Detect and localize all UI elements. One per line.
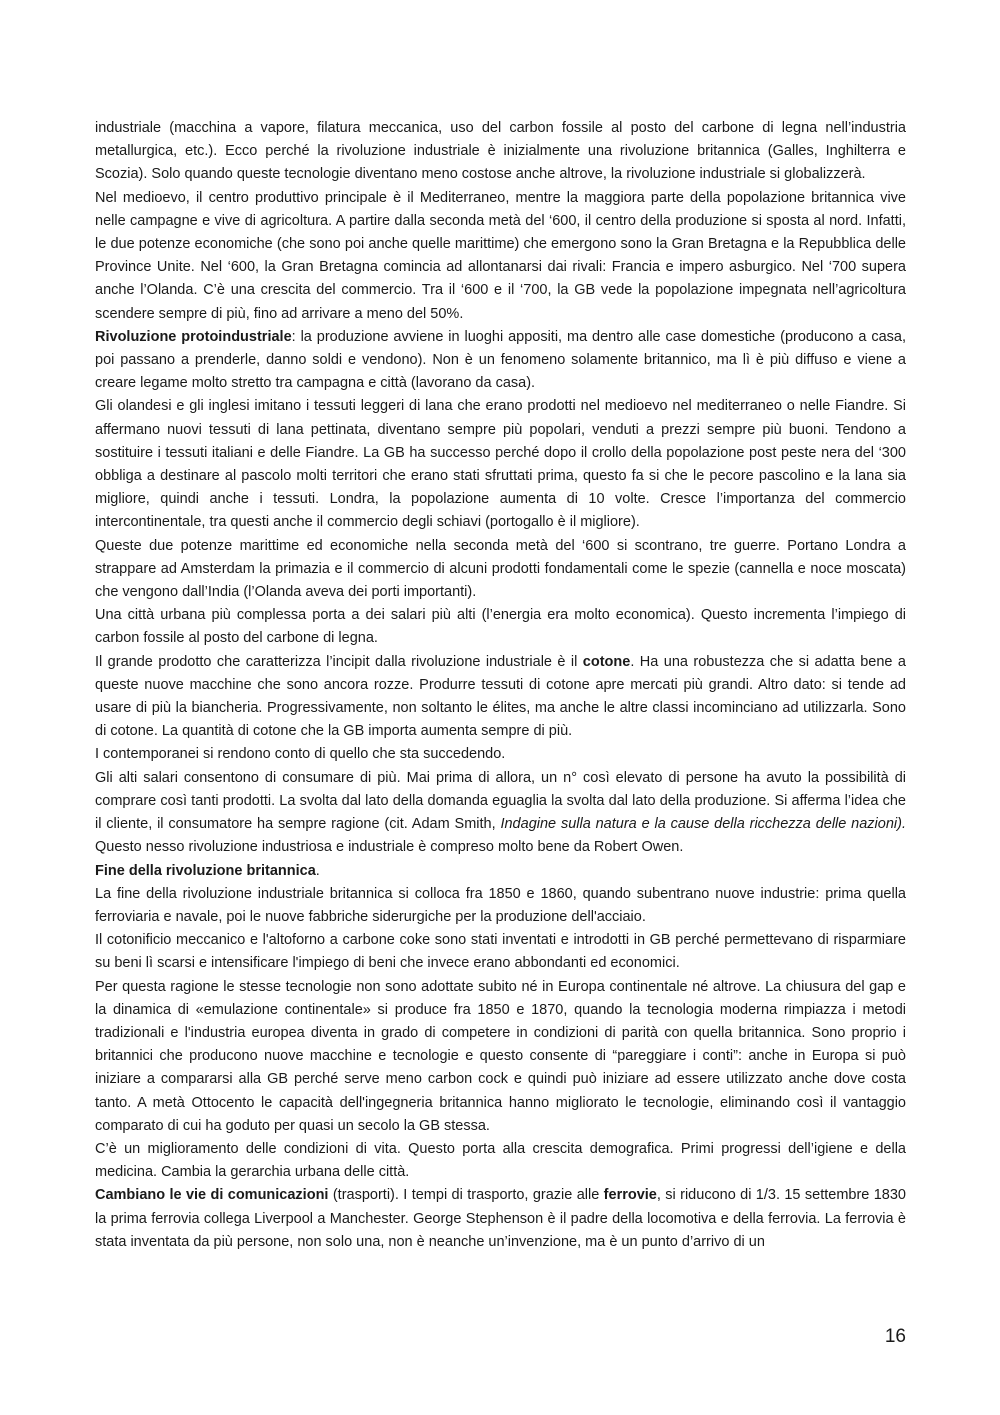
paragraph: Per questa ragione le stesse tecnologie non sono adottate subito né in Europa continentale né altrove. La chiusura del gap e la dinamica di «emulazione continentale» si produce fra 1850 e 1870, quando la tecnologia moderna rimpiazza i metodi tradizionali e l'industria europea diventa in grado di competere in condizioni di parità con quella britannica. Sono proprio i britannici che producono nuove macchine e tecnologie e questo consente di “pareggiare i conti”: anche in Europa si può iniziare a compararsi alla GB perché serve meno carbon cock e quindi può iniziare ad essere utilizzato anche dove costa tanto. A metà Ottocento le capacità dell'ingegneria britannica hanno migliorato le tecnologie, eliminando così il vantaggio comparato di cui ha goduto per quasi un secolo la GB stessa. xyxy=(95,978,906,1134)
paragraph-text: (trasporti). I tempi di trasporto, grazie alle xyxy=(328,1187,604,1204)
paragraph xyxy=(95,860,906,883)
book-title: Indagine sulla natura e la cause della ricchezza delle nazioni). xyxy=(500,816,906,833)
paragraph-text: . Ha una robustezza che si adatta bene a queste nuove macchine che sono ancora rozze. Produrre tessuti di cotone apre mercati più grandi. Altro dato: si tende ad usare di più la biancheria. Progressivamente, non soltanto le élites, ma anche le altre classi incominciano ad utilizzarla. Sono di cotone. La quantità di cotone che la GB importa aumenta sempre di più. xyxy=(95,653,906,740)
page-number: 16 xyxy=(884,1326,906,1347)
heading-communication-routes: Cambiano le vie di comunicazioni xyxy=(95,1187,329,1204)
paragraph: La fine della rivoluzione industriale britannica si colloca fra 1850 e 1860, quando subentrano nuove industrie: prima quella ferroviaria e navale, poi le nuove fabbriche siderurgiche per la produzione dell'acciaio. xyxy=(95,885,906,925)
paragraph-text: Il grande prodotto che caratterizza l’incipit dalla rivoluzione industriale è il xyxy=(95,653,583,670)
paragraph: Queste due potenze marittime ed economiche nella seconda metà del ‘600 si scontrano, tre guerre. Portano Londra a strappare ad Amsterdam la primazia e il commercio di alcuni prodotti fondamentali come le spezie (cannella e noce moscata) che vengono dall’India (l’Olanda aveva dei porti importanti). xyxy=(95,537,906,601)
paragraph: Il cotonificio meccanico e l'altoforno a carbone coke sono stati inventati e introdotti in GB perché permettevano di risparmiare su beni lì scarsi e intensificare l'impiego di beni che invece erano abbondanti ed economici. xyxy=(95,932,906,972)
paragraph: C’è un miglioramento delle condizioni di vita. Questo porta alla crescita demografica. Primi progressi dell’igiene e della medicina. Cambia la gerarchia urbana delle città. xyxy=(95,1140,906,1181)
heading-end-british-revolution: Fine della rivoluzione britannica xyxy=(95,862,316,879)
paragraph xyxy=(95,651,906,744)
paragraph-text: Questo nesso rivoluzione industriosa e industriale è compreso molto bene da Robert Owen. xyxy=(95,839,684,856)
term-ferrovie: ferrovie xyxy=(603,1187,657,1204)
heading-protoindustrial-revolution: Rivoluzione protoindustriale xyxy=(95,328,292,345)
paragraph-text: , si riducono di 1/3. 15 settembre 1830 la prima ferrovia collega Liverpool a Manchester. George Stephenson è il padre della locomotiva e della ferrovia. La ferrovia è stata inventata da più persone, non solo una, non è neanche un’invenzione, ma è un punto d’arrivo di un xyxy=(95,1187,906,1250)
paragraph: I contemporanei si rendono conto di quello che sta succedendo. xyxy=(95,746,506,763)
paragraph-text: : la produzione avviene in luoghi appositi, ma dentro alle case domestiche (producono a casa, poi passano a prenderle, danno soldi e vendono). Non è un fenomeno solamente britannico, ma lì è più diffuso e viene a creare legame molto stretto tra campagna e città (lavorano da casa). xyxy=(95,328,906,392)
paragraph-text: . xyxy=(315,862,320,879)
paragraph: Nel medioevo, il centro produttivo principale è il Mediterraneo, mentre la maggiora parte della popolazione britannica vive nelle campagne e vive di agricoltura. A partire dalla seconda metà del ‘600, il centro della produzione si sposta al nord. Infatti, le due potenze economiche (che sono poi anche quelle marittime) che emergono sono la Gran Bretagna e la Repubblica delle Province Unite. Nel ‘600, la Gran Bretagna comincia ad allontanarsi dai rivali: Francia e impero asburgico. Nel ‘700 supera anche l’Olanda. C’è una crescita del commercio. Tra il ‘600 e il ‘700, la GB vede la popolazione impegnata nell’agricoltura scendere sempre di più, fino ad arrivare a meno del 50%. xyxy=(95,189,906,322)
term-cotone: cotone xyxy=(582,653,631,670)
paragraph: industriale (macchina a vapore, filatura meccanica, uso del carbon fossile al posto del carbone di legna nell’industria metallurgica, etc.). Ecco perché la rivoluzione industriale è inizialmente una rivoluzione britannica (Galles, Inghilterra e Scozia). Solo quando queste tecnologie diventano meno costose anche altrove, la rivoluzione industriale si globalizzerà. xyxy=(95,120,906,183)
paragraph xyxy=(95,767,906,860)
page-text-body xyxy=(95,117,906,1254)
paragraph xyxy=(95,1184,906,1254)
paragraph: Una città urbana più complessa porta a dei salari più alti (l’energia era molto economica). Questo incrementa l’impiego di carbon fossile al posto del carbone di legna. xyxy=(95,607,906,647)
paragraph xyxy=(95,326,906,396)
paragraph: Gli olandesi e gli inglesi imitano i tessuti leggeri di lana che erano prodotti nel medioevo nel mediterraneo o nelle Fiandre. Si affermano nuovi tessuti di lana pettinata, diventano sempre più popolari, venduti a prezzi sempre più buoni. Tendono a sostituire i tessuti italiani e delle Fiandre. La GB ha successo perché dopo il crollo della popolazione post peste nera del ‘300 obbliga a destinare al pascolo molti territori che erano stati sfruttati prima, questo fa si che le pecore pascolino e la lana sia migliore, quindi anche i tessuti. Londra, la popolazione aumenta di 10 volte. Cresce l’importanza del commercio intercontinentale, tra questi anche il commercio degli schiavi (portogallo è il migliore). xyxy=(95,398,906,531)
paragraph-text: Gli alti salari consentono di consumare di più. Mai prima di allora, un n° così elevato di persone ha avuto la possibilità di comprare così tanti prodotti. La svolta dal lato della domanda eguaglia la svolta dal lato della produzione. Si afferma l’idea che il cliente, il consumatore ha sempre ragione (cit. Adam Smith, xyxy=(95,769,906,833)
